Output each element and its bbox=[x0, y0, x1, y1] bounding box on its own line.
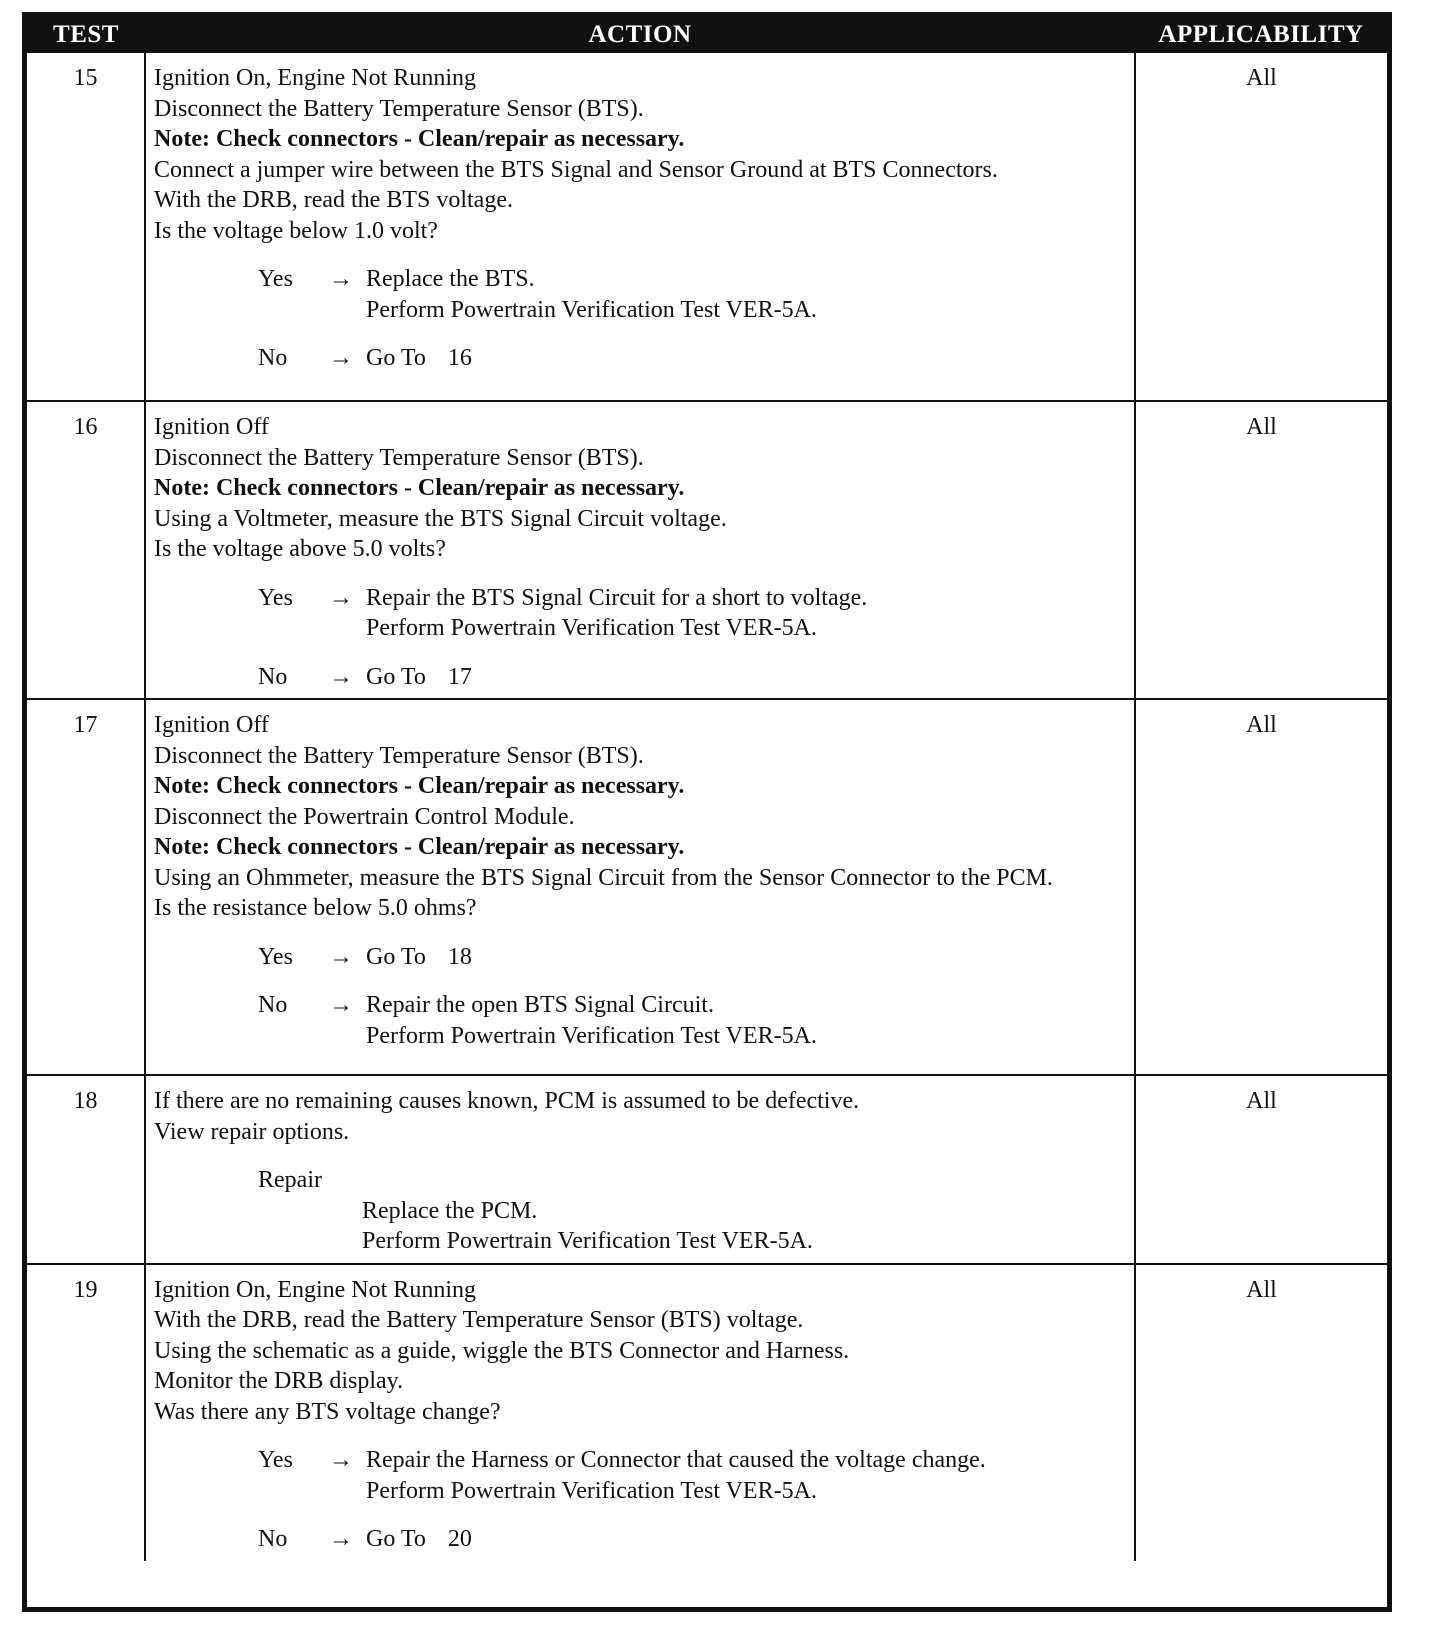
action-line: Using an Ohmmeter, measure the BTS Signal Circuit from the Sensor Connector to the PCM. bbox=[154, 864, 1053, 891]
yes-result: Replace the BTS. Perform Powertrain Verification Test VER-5A. bbox=[366, 266, 817, 323]
action-line: View repair options. bbox=[154, 1118, 350, 1145]
action-line: If there are no remaining causes known, PCM is assumed to be defective. bbox=[154, 1088, 860, 1114]
applicability-cell: All bbox=[1135, 699, 1387, 1075]
action-line: Using a Voltmeter, measure the BTS Signal Circuit voltage. bbox=[154, 505, 727, 532]
repair-label: Repair bbox=[258, 1167, 322, 1193]
test-number: 17 bbox=[27, 699, 145, 1075]
arrow-icon: → bbox=[329, 992, 353, 1018]
table-row bbox=[27, 699, 1387, 1075]
no-result: Go To 20 bbox=[366, 1526, 472, 1552]
action-cell bbox=[145, 1264, 1135, 1561]
action-line: Connect a jumper wire between the BTS Signal and Sensor Ground at BTS Connectors. bbox=[154, 156, 998, 183]
action-line: With the DRB, read the BTS voltage. bbox=[154, 187, 513, 213]
note-line: Note: Check connectors - Clean/repair as necessary. bbox=[154, 475, 685, 501]
yes-result: Go To 18 bbox=[366, 943, 472, 970]
yes-branch bbox=[258, 942, 1128, 973]
no-branch bbox=[258, 343, 1128, 374]
repair-result: Perform Powertrain Verification Test VER-5A. bbox=[362, 1228, 813, 1254]
goto-number: 16 bbox=[447, 345, 472, 371]
table-row bbox=[27, 1264, 1387, 1561]
no-branch bbox=[258, 990, 1128, 1051]
action-line: Was there any BTS voltage change? bbox=[154, 1398, 501, 1425]
action-cell bbox=[145, 699, 1135, 1075]
no-label: No bbox=[258, 992, 288, 1018]
applicability-cell: All bbox=[1135, 53, 1387, 401]
note-line: Note: Check connectors - Clean/repair as necessary. bbox=[154, 126, 685, 152]
action-line: Is the resistance below 5.0 ohms? bbox=[154, 895, 477, 921]
yes-branch bbox=[258, 583, 1128, 644]
action-line: Ignition On, Engine Not Running bbox=[154, 65, 476, 91]
note-line: Note: Check connectors - Clean/repair as necessary. bbox=[154, 773, 685, 799]
arrow-icon: → bbox=[329, 345, 353, 371]
diagnostic-table-sheet bbox=[22, 12, 1392, 1612]
test-number: 19 bbox=[27, 1264, 145, 1561]
yes-label: Yes bbox=[258, 266, 293, 292]
action-line: Ignition Off bbox=[154, 414, 269, 440]
yes-label: Yes bbox=[258, 943, 293, 970]
table-header-row bbox=[27, 17, 1387, 53]
action-line: Is the voltage above 5.0 volts? bbox=[154, 536, 446, 562]
no-result: Go To 17 bbox=[366, 663, 472, 690]
no-label: No bbox=[258, 1526, 288, 1552]
arrow-icon: → bbox=[329, 584, 353, 611]
goto-number: 18 bbox=[447, 943, 472, 970]
yes-branch bbox=[258, 1445, 1128, 1506]
arrow-icon: → bbox=[329, 1447, 353, 1473]
arrow-icon: → bbox=[329, 266, 353, 292]
table-row bbox=[27, 1075, 1387, 1264]
applicability-cell: All bbox=[1135, 1264, 1387, 1561]
goto-number: 20 bbox=[447, 1526, 472, 1552]
yes-label: Yes bbox=[258, 1447, 293, 1473]
arrow-icon: → bbox=[329, 1526, 353, 1552]
applicability-cell: All bbox=[1135, 401, 1387, 699]
no-branch bbox=[258, 1524, 1128, 1555]
action-line: Ignition On, Engine Not Running bbox=[154, 1276, 476, 1303]
action-cell bbox=[145, 53, 1135, 401]
action-line: Monitor the DRB display. bbox=[154, 1368, 404, 1394]
repair-result: Replace the PCM. bbox=[362, 1197, 538, 1224]
action-line: Disconnect the Battery Temperature Sensor (BTS). bbox=[154, 95, 644, 122]
note-line: Note: Check connectors - Clean/repair as necessary. bbox=[154, 834, 685, 860]
yes-label: Yes bbox=[258, 584, 293, 611]
arrow-icon: → bbox=[329, 943, 353, 970]
table-row bbox=[27, 53, 1387, 401]
action-line: Using the schematic as a guide, wiggle the BTS Connector and Harness. bbox=[154, 1337, 850, 1364]
arrow-icon: → bbox=[329, 663, 353, 690]
action-line: Ignition Off bbox=[154, 712, 269, 738]
yes-result: Repair the Harness or Connector that caused the voltage change. Perform Powertrain Verification Test VER-5A. bbox=[366, 1447, 986, 1504]
yes-branch bbox=[258, 264, 1128, 325]
no-result: Repair the open BTS Signal Circuit. Perform Powertrain Verification Test VER-5A. bbox=[366, 992, 817, 1049]
test-number: 18 bbox=[27, 1075, 145, 1264]
test-number: 16 bbox=[27, 401, 145, 699]
no-label: No bbox=[258, 345, 288, 371]
header-action: ACTION bbox=[145, 17, 1135, 53]
action-line: Disconnect the Battery Temperature Sensor (BTS). bbox=[154, 742, 644, 769]
yes-result: Repair the BTS Signal Circuit for a short to voltage. Perform Powertrain Verification Test VER-5A. bbox=[366, 584, 868, 641]
test-number: 15 bbox=[27, 53, 145, 401]
diagnostic-table bbox=[27, 17, 1387, 1561]
applicability-cell: All bbox=[1135, 1075, 1387, 1264]
action-line: Disconnect the Powertrain Control Module. bbox=[154, 803, 575, 830]
no-label: No bbox=[258, 663, 288, 690]
header-test: TEST bbox=[27, 17, 145, 53]
action-line: With the DRB, read the Battery Temperature Sensor (BTS) voltage. bbox=[154, 1307, 804, 1333]
action-line: Disconnect the Battery Temperature Sensor (BTS). bbox=[154, 444, 644, 471]
header-applicability: APPLICABILITY bbox=[1135, 17, 1387, 53]
table-row bbox=[27, 401, 1387, 699]
no-result: Go To 16 bbox=[366, 345, 472, 371]
action-line: Is the voltage below 1.0 volt? bbox=[154, 217, 438, 244]
action-cell bbox=[145, 401, 1135, 699]
goto-number: 17 bbox=[447, 663, 472, 690]
action-cell bbox=[145, 1075, 1135, 1264]
no-branch bbox=[258, 662, 1128, 693]
